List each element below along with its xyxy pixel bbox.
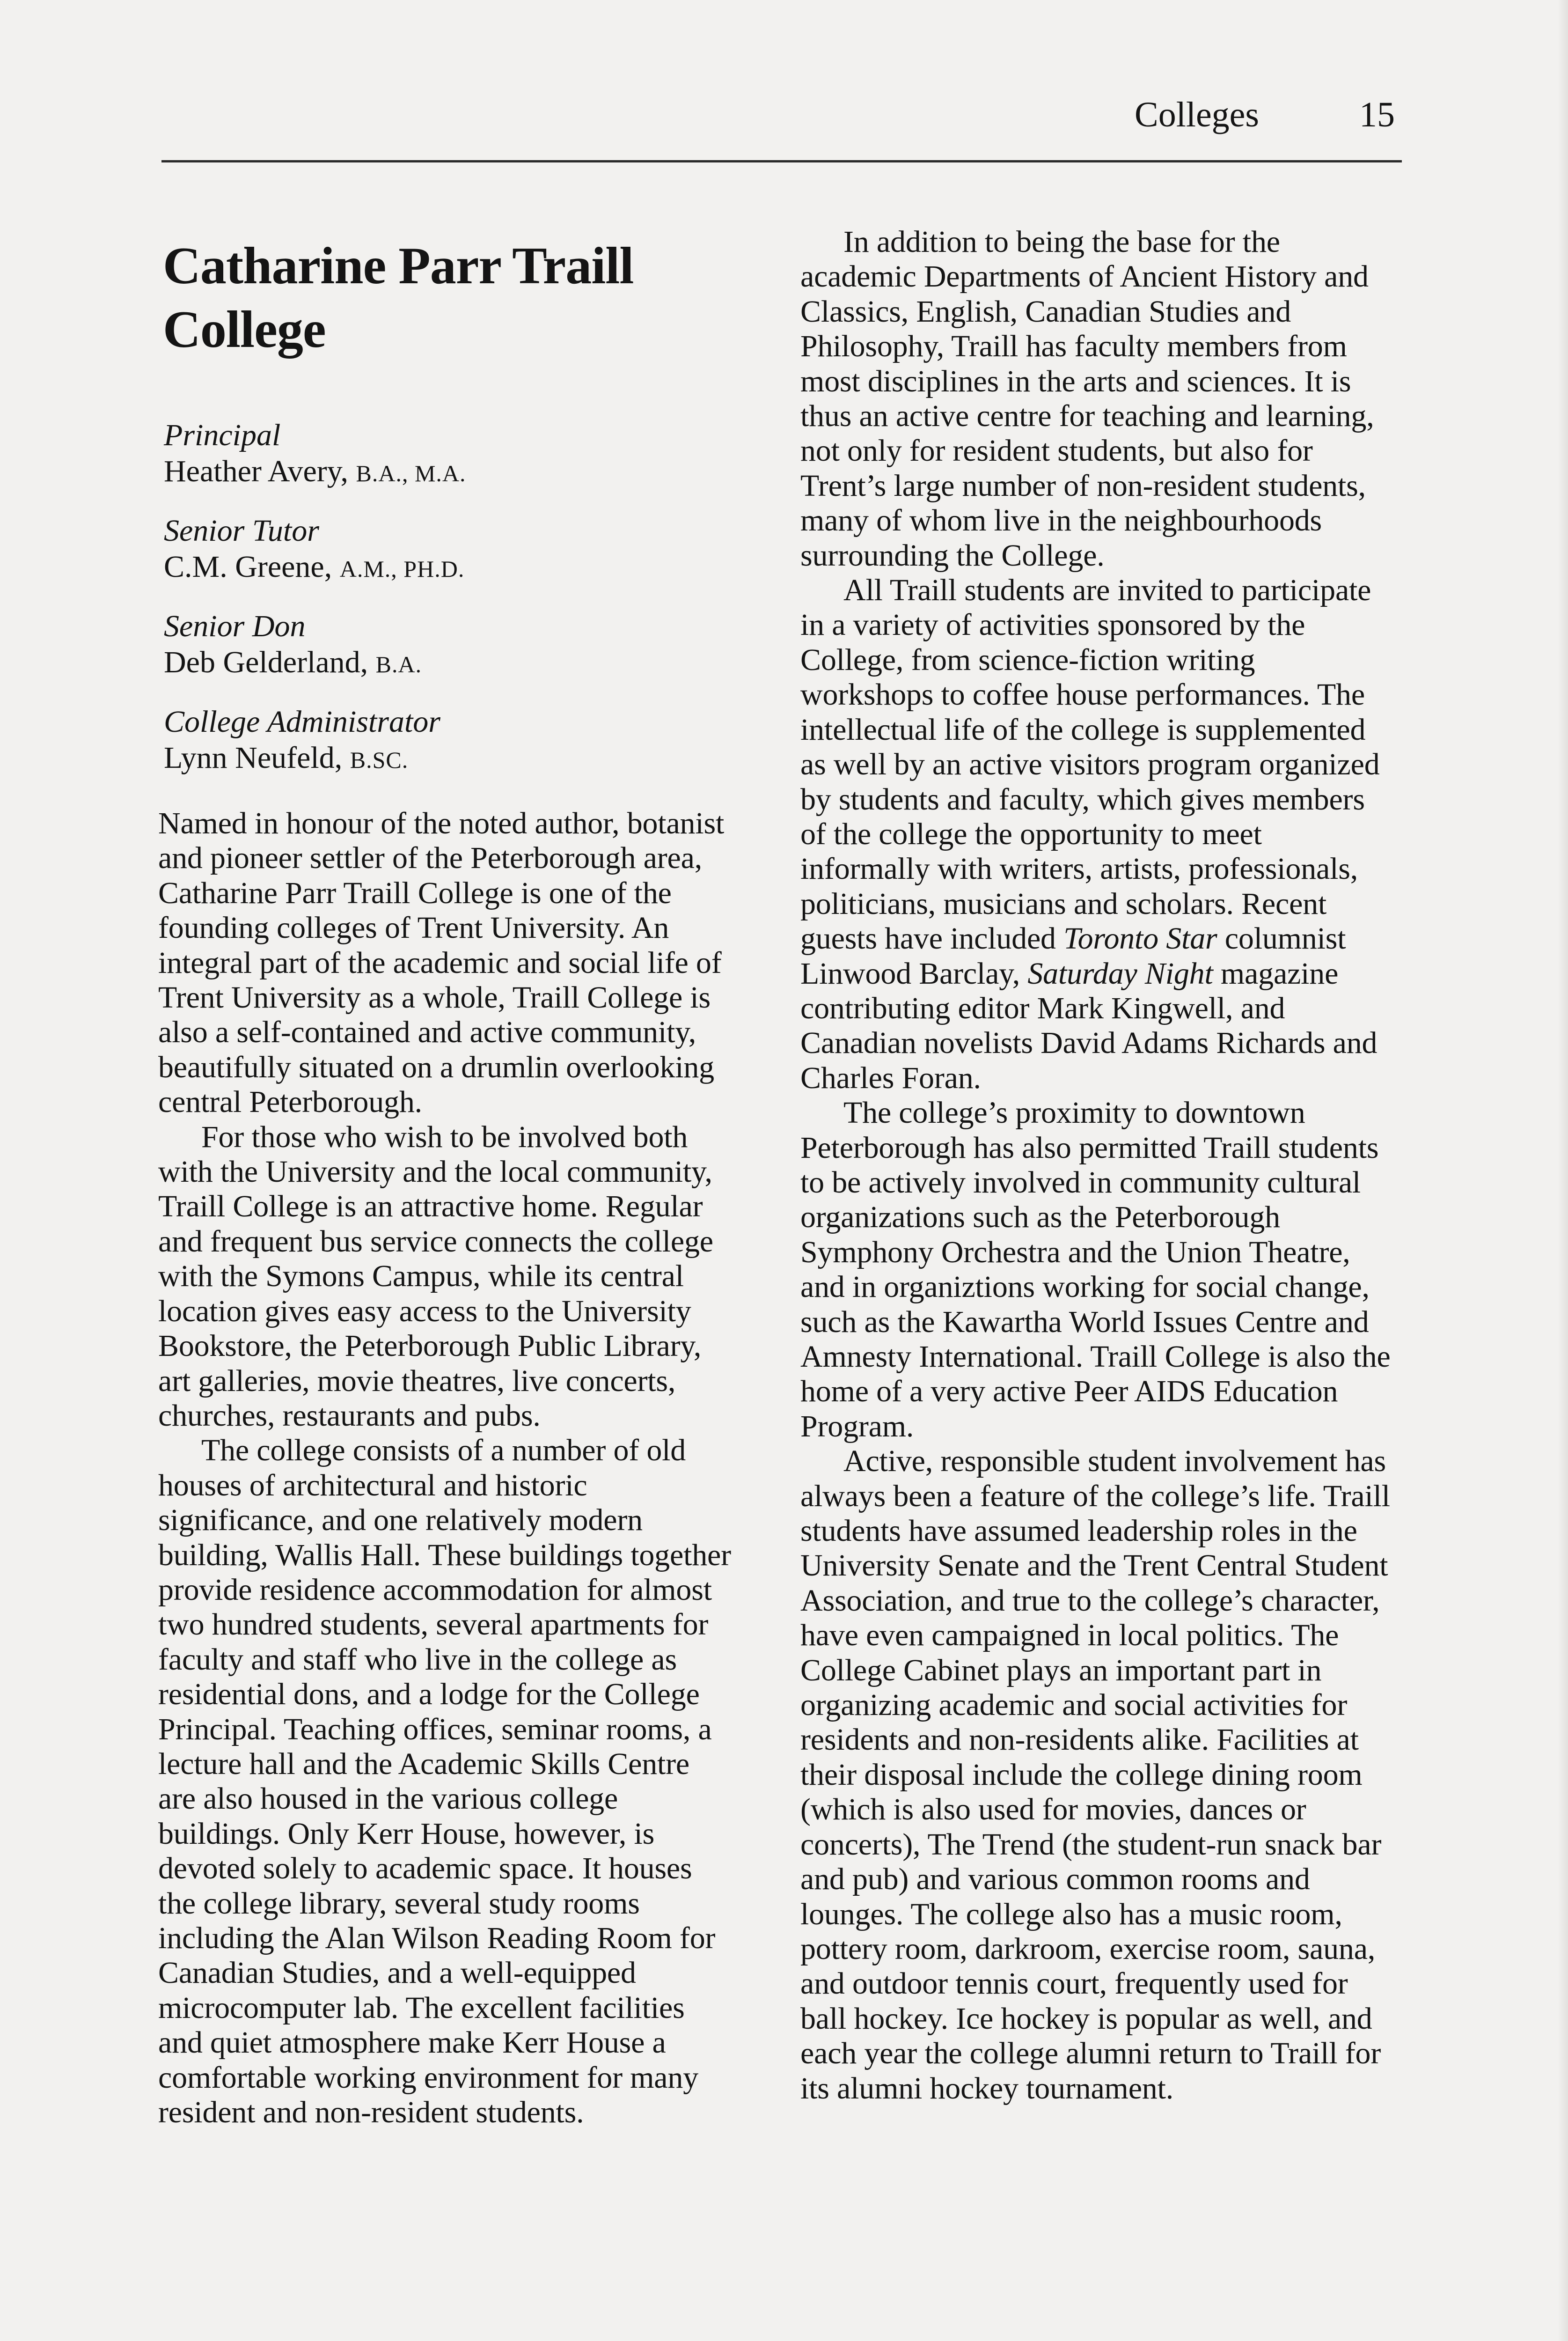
staff-name: Deb Gelderland, <box>164 645 368 679</box>
staff-name: Lynn Neufeld, <box>164 741 343 775</box>
text-run: columnist Linwood Barclay, <box>800 921 1346 991</box>
text-run: magazine contributing editor Mark Kingwell, and Canadian novelists David Adams Richards and Charles Foran. <box>800 956 1377 1095</box>
title-line-2: College <box>163 301 326 359</box>
publication-title: Toronto Star <box>1063 921 1217 956</box>
text-run: All Traill students are invited to participate in a variety of activities sponsored by the College, from science-fiction writing workshops to coffee house performances. The intellectual life of the college is supplemented as well by an active visitors program organized by students and faculty, which gives members of the college the opportunity to meet informally with writers, artists, professionals, politicians, musicians and scholars. Recent guests have included <box>800 573 1380 956</box>
staff-name: Heather Avery, <box>164 454 348 488</box>
page-edge-shadow <box>1558 0 1568 2341</box>
paragraph: For those who wish to be involved both with the University and the local community, Traill College is an attractive home. Regular and frequent bus service connects the college with the Symons Campus, while its central location gives easy access to the University Bookstore, the Peterborough Public Library, art galleries, movie theatres, live concerts, churches, restaurants and pubs. <box>158 1119 713 1433</box>
staff-degrees: B.A. <box>375 651 422 677</box>
staff-role: Senior Don <box>164 609 306 643</box>
title-line-1: Catharine Parr Traill <box>163 237 634 295</box>
page-number: 15 <box>1359 95 1395 134</box>
staff-entry-college-administrator <box>164 704 734 778</box>
right-column <box>800 225 1395 2106</box>
paragraph: The college’s proximity to downtown Peterborough has also permitted Traill students to be actively involved in community cultural organizations such as the Peterborough Symphony Orchestra and the Union Theatre, and in organiztions working for social change, such as the Kawartha World Issues Centre and Amnesty International. Traill College is also the home of a very active Peer AIDS Education Program. <box>800 1096 1391 1443</box>
left-body <box>158 806 734 2130</box>
staff-name-line <box>164 644 734 683</box>
staff-name: C.M. Greene, <box>164 550 332 584</box>
staff-role: Senior Tutor <box>164 514 319 548</box>
staff-degrees: A.M., PH.D. <box>339 556 465 582</box>
paragraph <box>800 573 1395 1096</box>
paragraph: Active, responsible student involvement has always been a feature of the college’s life. Traill students have assumed leadership roles in the University Senate and the Trent Central Student Association, and true to the college’s character, have even campaigned in local politics. The College Cabinet plays an important part in organizing academic and social activities for residents and non-residents alike. Facilities at their disposal include the college dining room (which is also used for movies, dances or concerts), The Trend (the student-run snack bar and pub) and various common rooms and lounges. The college also has a music room, pottery room, darkroom, exercise room, sauna, and outdoor tennis court, frequently used for ball hockey. Ice hockey is popular as well, and each year the college alumni return to Traill for its alumni hockey tournament. <box>800 1444 1390 2105</box>
staff-name-line <box>164 740 734 778</box>
staff-name-line <box>164 549 734 587</box>
staff-list <box>164 418 734 778</box>
staff-name-line <box>164 453 734 492</box>
staff-degrees: B.SC. <box>350 747 409 773</box>
staff-entry-senior-don <box>164 609 734 683</box>
paragraph: In addition to being the base for the academic Departments of Ancient History and Classics, English, Canadian Studies and Philosophy, Traill has faculty members from most disciplines in the arts and sciences. It is thus an active centre for teaching and learning, not only for resident students, but also for Trent’s large number of non-resident students, many of whom live in the neighbourhoods surrounding the College. <box>800 225 1374 573</box>
publication-title: Saturday Night <box>1027 956 1213 991</box>
staff-entry-senior-tutor <box>164 513 734 587</box>
staff-role: Principal <box>164 418 281 452</box>
paragraph: The college consists of a number of old houses of architectural and historic significance, and one relatively modern building, Wallis Hall. These buildings together provide residence accommodation for almost two hundred students, several apartments for faculty and staff who live in the college as residential dons, and a lodge for the College Principal. Teaching offices, seminar rooms, a lecture hall and the Academic Skills Centre are also housed in the various college buildings. Only Kerr House, however, is devoted solely to academic space. It houses the college library, several study rooms including the Alan Wilson Reading Room for Canadian Studies, and a well-equipped microcomputer lab. The excellent facilities and quiet atmosphere make Kerr House a comfortable working environment for many resident and non-resident students. <box>158 1433 731 2130</box>
running-header <box>936 91 1399 138</box>
header-rule <box>161 160 1402 162</box>
paragraph: Named in honour of the noted author, botanist and pioneer settler of the Peterborough area, Catharine Parr Traill College is one of the founding colleges of Trent University. An integral part of the academic and social life of Trent University as a whole, Traill College is also a self-contained and active community, beautifully situated on a drumlin overlooking central Peterborough. <box>158 806 725 1119</box>
section-name: Colleges <box>1135 95 1259 134</box>
staff-entry-principal <box>164 418 734 492</box>
page-title <box>163 234 734 361</box>
left-column <box>158 225 734 2130</box>
staff-degrees: B.A., M.A. <box>356 460 466 486</box>
staff-role: College Administrator <box>164 705 440 739</box>
